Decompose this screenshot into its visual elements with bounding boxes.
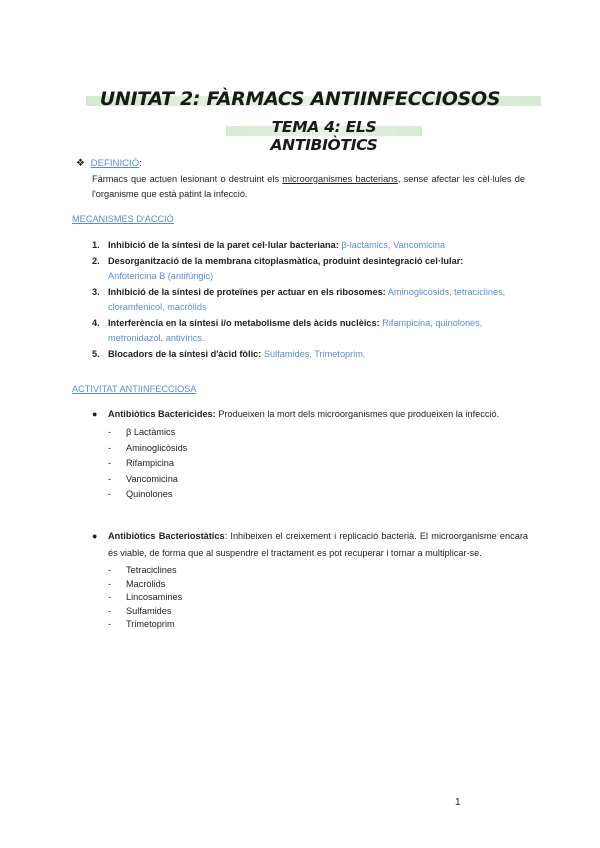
drug-name: Vancomicina	[126, 473, 178, 484]
item-number: 3.	[92, 286, 100, 297]
list-item	[92, 618, 528, 632]
bacteriostatics-title: Antibiòtics Bacteriostàtics	[108, 531, 225, 541]
list-item	[92, 238, 532, 254]
mechanism-examples: β-lactàmics, Vancomicina	[341, 240, 446, 250]
list-item	[92, 347, 532, 363]
bactericides-block	[92, 406, 528, 503]
list-item	[92, 456, 528, 472]
list-item	[92, 487, 528, 503]
dash-bullet: -	[108, 619, 112, 629]
drug-name: Tetraciclines	[126, 565, 177, 575]
drug-name: Macròlids	[126, 578, 166, 589]
drug-name: Trimetoprim	[126, 619, 175, 629]
dash-bullet: -	[108, 458, 112, 468]
definition-text	[92, 172, 525, 202]
drug-name: β Lactàmics	[126, 427, 176, 437]
bullet-icon: ●	[92, 531, 98, 541]
mechanisms-list	[92, 238, 532, 362]
dash-bullet: -	[108, 442, 112, 453]
bacteriostatics-list	[92, 564, 528, 632]
mechanism-examples: Aminoglicòsids, tetraciclines, cloramfenicol, macròlids	[108, 286, 506, 312]
mechanism-title: Interferència en la síntesi i/o metabolisme dels àcids nuclèics:	[108, 317, 380, 328]
bacteriostatics-description	[92, 528, 528, 562]
bactericides-text: Produeixen la mort dels microorganismes que produeixen la infecció.	[215, 409, 500, 419]
item-number: 4.	[92, 317, 100, 328]
bacteriostatics-block	[92, 528, 528, 632]
mechanisms-heading: MECANISMES D'ACCIÓ	[72, 214, 174, 224]
page-title: UNITAT 2: FÀRMACS ANTIINFECCIOSOS	[99, 88, 501, 110]
drug-name: Quinolones	[126, 489, 173, 499]
drug-name: Rifampicina	[126, 458, 174, 468]
drug-name: Sulfamides	[126, 605, 172, 616]
definition-underlined-term: microorganismes bacterians	[282, 174, 398, 184]
dash-bullet: -	[108, 489, 112, 499]
diamond-bullet-icon: ❖	[76, 158, 85, 169]
dash-bullet: -	[108, 578, 112, 589]
dash-bullet: -	[108, 592, 112, 602]
definition-colon: :	[139, 158, 142, 169]
mechanism-examples: Sulfamides, Trimetoprim.	[263, 348, 366, 359]
item-number: 5.	[92, 348, 100, 359]
definition-label: DEFINICIÓ	[90, 158, 140, 169]
mechanism-examples: Rifampicina, quinolones, metronidazol, antivírics.	[108, 317, 483, 343]
list-item	[92, 605, 528, 619]
list-item	[92, 441, 528, 457]
dash-bullet: -	[108, 565, 112, 575]
item-number: 1.	[92, 240, 100, 250]
mechanism-title: Inhibició de la síntesi de la paret cel·lular bacteriana:	[108, 240, 339, 250]
definition-heading	[76, 158, 142, 169]
page-subtitle: TEMA 4: ELS ANTIBIÒTICS	[270, 118, 378, 154]
definition-text-start: Fàrmacs que actuen lesionant o destruint els	[92, 174, 283, 184]
dash-bullet: -	[108, 427, 112, 437]
dash-bullet: -	[108, 473, 112, 484]
bacteriostatics-text: : Inhibeixen el creixement i replicació bacterià. El microorganisme encara és viable, de forma que al suspendre el tractament es pot recuperar i tornar a multiplicar-se.	[108, 531, 528, 558]
item-number: 2.	[92, 255, 100, 266]
mechanism-title: Desorganització de la membrana citoplasmàtica, produint desintegració cel·lular:	[108, 255, 464, 266]
mechanism-examples: Anfotericina B (antifúngic)	[108, 271, 214, 281]
drug-name: Aminoglicòsids	[126, 442, 188, 453]
drug-name: Lincosamines	[126, 592, 183, 602]
list-item	[92, 472, 528, 488]
list-item	[92, 564, 528, 578]
activity-heading: ACTIVITAT ANTIINFECCIOSA	[72, 384, 197, 394]
mechanism-title: Inhibició de la síntesi de proteïnes per actuar en els ribosomes:	[108, 286, 386, 297]
dash-bullet: -	[108, 605, 112, 616]
page-number: 1	[455, 797, 461, 808]
list-item	[92, 591, 528, 605]
bullet-icon: ●	[92, 409, 98, 419]
list-item	[92, 578, 528, 592]
bactericides-description	[92, 406, 528, 422]
list-item	[92, 285, 532, 316]
mechanism-title: Blocadors de la síntesi d'àcid fòlic:	[108, 348, 262, 359]
bactericides-title: Antibiòtics Bactericides:	[108, 409, 216, 419]
list-item	[92, 316, 532, 347]
list-item	[92, 254, 532, 285]
list-item	[92, 425, 528, 441]
bactericides-list	[92, 425, 528, 503]
definition-text-end: , sense afectar les cèl·lules de l'organisme que està patint la infecció.	[92, 174, 525, 199]
